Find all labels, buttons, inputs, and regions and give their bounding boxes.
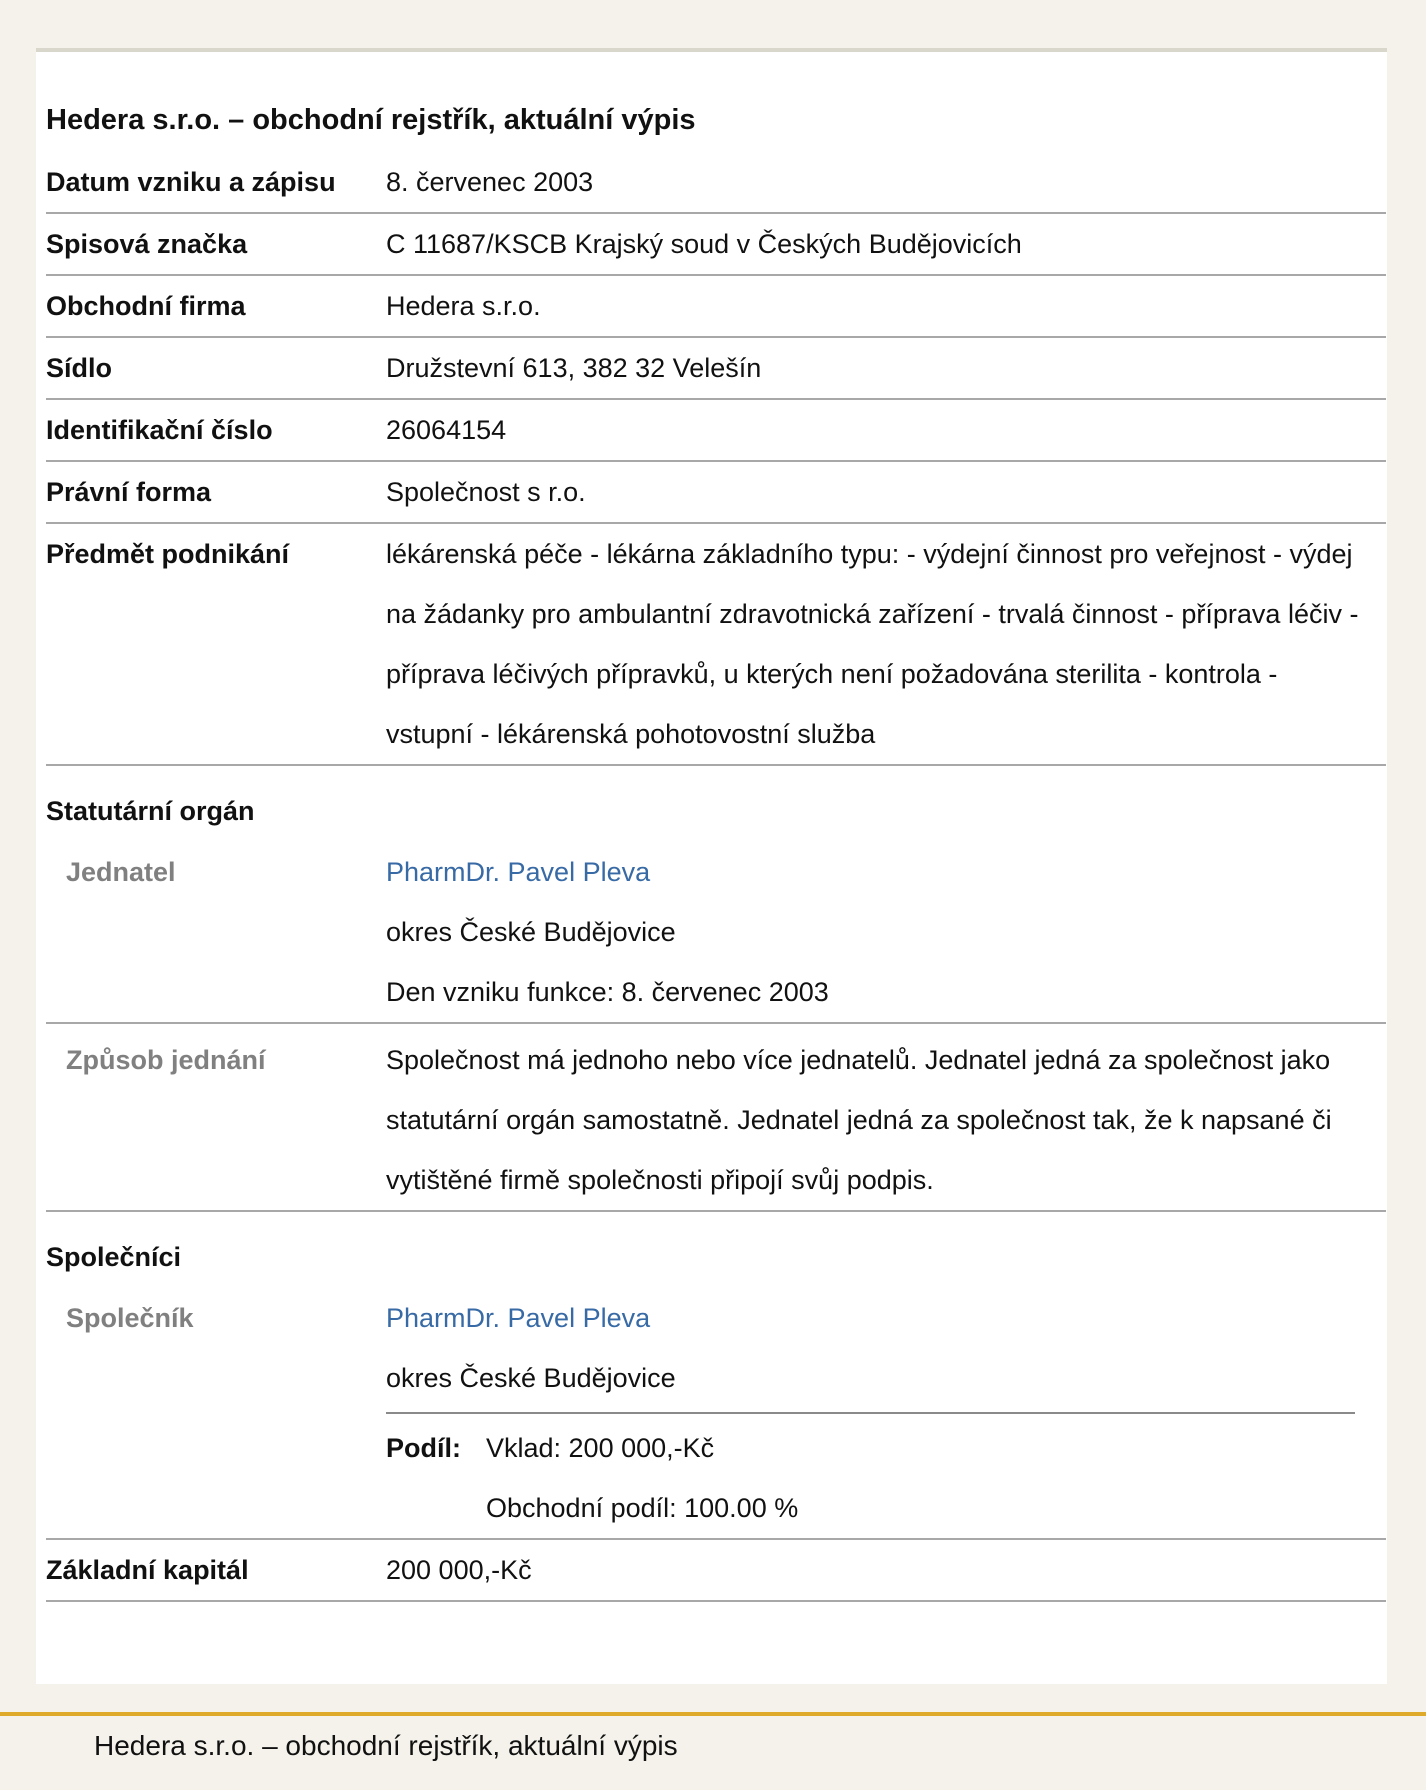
value-jednatel [386,842,1386,1023]
label-datum: Datum vzniku a zápisu [46,152,386,213]
footer-text: Hedera s.r.o. – obchodní rejstřík, aktuální výpis [94,1730,678,1761]
heading-spolecnici: Společníci [46,1242,182,1272]
label-spis: Spisová značka [46,213,386,275]
label-kapital: Základní kapitál [46,1539,386,1601]
row-spis [46,213,1386,275]
row-forma [46,461,1386,523]
row-sidlo [46,337,1386,399]
podil-block [386,1412,1355,1538]
label-zpusob: Způsob jednání [46,1023,386,1211]
podil-label: Podíl: [386,1433,461,1463]
footer [0,1712,1426,1790]
value-datum: 8. červenec 2003 [386,152,1386,213]
heading-statutarni: Statutární orgán [46,796,255,826]
jednatel-district: okres České Budějovice [386,917,676,947]
value-spolecnik [386,1288,1386,1539]
spolecnik-district: okres České Budějovice [386,1363,676,1393]
row-jednatel [46,842,1386,1023]
section-spolecnici [46,1211,1386,1288]
value-forma: Společnost s r.o. [386,461,1386,523]
value-predmet: lékárenská péče - lékárna základního typu: - výdejní činnost pro veřejnost - výdej na žádanky pro ambulantní zdravotnická zařízení - trvalá činnost - příprava léčiv - příprava léčivých přípravků, u kterých není požadována sterilita - kontrola - vstupní - lékárenská pohotovostní služba [386,523,1386,765]
value-kapital: 200 000,-Kč [386,1539,1386,1601]
row-kapital [46,1539,1386,1601]
label-predmet: Předmět podnikání [46,523,386,765]
jednatel-since: Den vzniku funkce: 8. červenec 2003 [386,977,829,1007]
podil-obchodni: Obchodní podíl: 100.00 % [486,1493,799,1523]
jednatel-name-link[interactable]: PharmDr. Pavel Pleva [386,857,651,887]
label-jednatel: Jednatel [46,842,386,1023]
podil-values [486,1418,798,1538]
page-title: Hedera s.r.o. – obchodní rejstřík, aktuální výpis [46,104,696,136]
row-ico [46,399,1386,461]
label-firma: Obchodní firma [46,275,386,337]
label-sidlo: Sídlo [46,337,386,399]
value-sidlo: Družstevní 613, 382 32 Velešín [386,337,1386,399]
row-datum [46,152,1386,213]
label-forma: Právní forma [46,461,386,523]
row-zpusob [46,1023,1386,1211]
section-statutarni [46,765,1386,842]
spolecnik-name-link[interactable]: PharmDr. Pavel Pleva [386,1303,651,1333]
value-firma: Hedera s.r.o. [386,275,1386,337]
value-ico: 26064154 [386,399,1386,461]
row-spolecnik [46,1288,1386,1539]
register-table [46,152,1386,1602]
row-predmet [46,523,1386,765]
row-firma [46,275,1386,337]
label-spolecnik: Společník [46,1288,386,1539]
label-ico: Identifikační číslo [46,399,386,461]
value-spis: C 11687/KSCB Krajský soud v Českých Budějovicích [386,213,1386,275]
podil-vklad: Vklad: 200 000,-Kč [486,1433,715,1463]
value-zpusob: Společnost má jednoho nebo více jednatelů. Jednatel jedná za společnost jako statutární orgán samostatně. Jednatel jedná za společnost tak, že k napsané či vytištěné firmě společnosti připojí svůj podpis. [386,1023,1386,1211]
